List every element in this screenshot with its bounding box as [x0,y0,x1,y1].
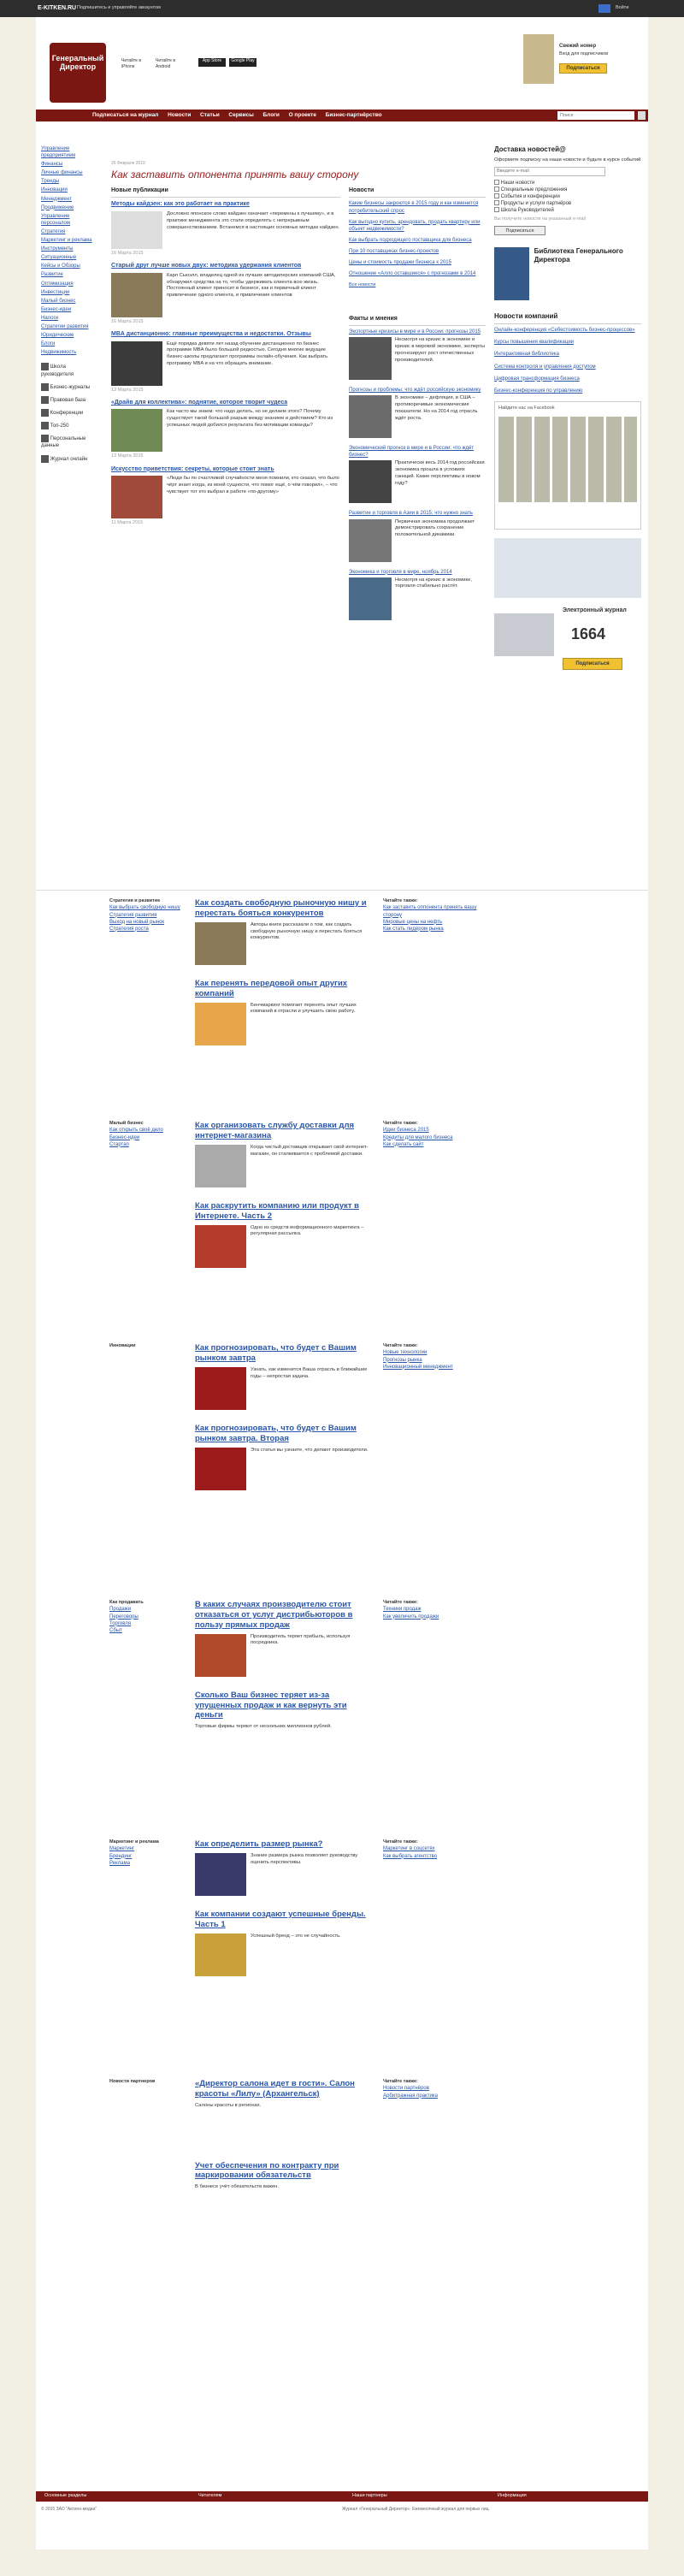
brand-logo[interactable] [50,43,106,103]
ej-subscribe-button[interactable]: Подписаться [563,658,622,670]
rubric-article-title[interactable]: В каких случаях производителю стоит отказаться от услуг дистрибьюторов в пользу прямых продаж [195,1600,353,1630]
fact-link[interactable]: Экспортные кризисы в мире и в России: прогнозы 2015 [349,329,481,335]
left-menu [41,145,97,468]
delivery-note: Вы получите новости на указанный e-mail [494,216,586,222]
menu-item[interactable]: Бизнес-идеи [41,306,72,312]
article-teaser: Когда чистый доставщик открывает свой интернет-магазин, он сталкивается с проблемой доставки. [251,1144,369,1157]
fact-teaser: Несмотря на кризис в экономике и кризис в мировой экономике, эксперты прогнозируют рост отечественных производителей. [395,337,486,363]
menu-item[interactable]: Маркетинг и реклама [41,238,92,244]
news-link[interactable]: Как выгодно купить, арендовать, продать квартиру или объект недвижимости? [349,219,481,232]
news-link[interactable]: Какие бизнесы закроются в 2015 году и как изменится потребительский спрос [349,201,479,214]
menu-item[interactable]: Ситуационные [41,255,77,261]
article-teaser: Карл Сьюэлл, владелец одной из лучших автодилерских компаний США, обнаружил средства на то, чтобы удерживать клиента всю жизнь. Постоянный клиент приносит в бизнесе, как и первичный клиент привлечение одного клиента, и привлечение клиентов [167,272,336,299]
left-icon-label[interactable]: Бизнес-журналы [50,384,91,390]
rubric-sidebar [109,1343,195,1349]
rubric-title: Как продавать [109,1600,144,1605]
fact-teaser: В экономике – дефляция, в США – противоречивые экономические показатели. Но на 2014 год отрасль ждёт роста. [395,395,478,421]
rubric-link[interactable]: Бизнес-идеи [109,1134,140,1140]
article-teaser: Одно из средств информационного маркетинга – регулярная рассылка. [251,1224,364,1237]
checkbox[interactable] [494,180,499,185]
rubric-sidebar [109,898,195,933]
article-link[interactable]: Старый друг лучше новых двух: методика удержания клиентов [111,263,302,269]
footer-col: Наши партнеры [352,2493,387,2498]
rubric-title: Инновации [109,1343,136,1348]
article-image[interactable] [195,1634,246,1677]
data-icon [41,435,49,442]
menu-item[interactable]: Кейсы и Обзоры [41,264,80,269]
rubric-link[interactable]: Маркетинг [109,1846,135,1852]
nav-about[interactable]: О проекте [288,112,316,118]
news-title: Новости [349,187,374,193]
rubric-title: Новости партнеров [109,2079,156,2084]
menu-item[interactable]: Инновации [41,187,68,193]
menu-item[interactable]: Продвижение [41,204,74,210]
also-link[interactable]: Как стать лидером рынка [383,926,444,932]
article-image[interactable] [195,1225,246,1268]
menu-item[interactable]: Финансы [41,162,63,168]
online-icon [41,455,49,463]
article-link[interactable]: Искусство приветствия: секреты, которые стоит знать [111,465,274,472]
check-label: События и конференции [500,193,560,199]
also-label: Читайте также: [383,1600,418,1605]
article-image[interactable] [195,1145,246,1187]
rubric-article-title[interactable]: Как организовать службу доставки для интернет-магазина [195,1121,355,1140]
company-news-link[interactable]: Онлайн-конференция «Себестоимость бизнес-процессов» [494,328,635,334]
googleplay-badge[interactable]: Google Play [229,58,256,67]
fact-teaser: Практически весь 2014 год российская экономика прошла в условиях санкций. Какие перспективы в новом году? [395,460,485,486]
nav-blogs[interactable]: Блоги [262,112,280,118]
checkbox[interactable] [494,200,499,205]
footer-desc: Журнал «Генеральный Директор». Ежемесячный журнал для первых лиц. [342,2507,490,2512]
also-label: Читайте также: [383,1121,418,1126]
menu-item[interactable]: Управление персоналом [41,213,71,226]
also-label: Читайте также: [383,2079,418,2084]
header [36,34,648,110]
article-teaser: Салоны красоты в регионах. [195,2102,262,2108]
rubric-link[interactable]: Переговоры [109,1614,139,1620]
footer-bar [36,2491,648,2502]
also-link[interactable]: Как увеличить продажи [383,1614,439,1620]
delivery-text: Оформите подписку на наши новости и будьте в курсе событий [494,157,641,163]
rubric-link[interactable]: Реклама [109,1860,131,1866]
issue-title[interactable]: Свежий номер [559,44,597,49]
rubric-article-title[interactable]: «Директор салона идет в гости». Салон красоты «Лилу» (Архангельск) [195,2079,355,2099]
news-link[interactable]: Цены и стоимость продажи бизнеса к 2015 [349,260,451,265]
article-link[interactable]: MBA дистанционно: главные преимущества и недостатки. Отзывы [111,331,311,338]
appstore-badge[interactable]: App Store [198,58,226,67]
nav-services[interactable]: Сервисы [228,112,254,118]
rubric-link[interactable]: Торговля [109,1620,132,1626]
ej-image[interactable] [494,613,554,656]
article-image[interactable] [111,409,162,452]
menu-item[interactable]: Юридические [41,333,74,339]
article-teaser: Бенчмаркинг помогает перенять опыт лучших компаний в отрасли и улучшить свою работу. [251,1002,357,1015]
fact-image[interactable] [349,577,392,620]
left-icon-label[interactable]: Конференции [50,411,84,417]
menu-item[interactable]: Менеджмент [41,196,72,202]
footer-copyright: © 2015 ЗАО "Актион-медиа" [41,2507,97,2512]
rubric-article-title[interactable]: Учет обеспечения по контракту при маркировании обязательств [195,2160,339,2181]
facebook-widget [494,401,641,530]
school-icon [41,363,49,370]
issue-cover[interactable] [523,34,554,84]
facts-title: Факты и мнения [349,315,398,322]
left-icon-label[interactable]: Школа руководителя [41,364,74,377]
menu-item[interactable]: Стратегии развития [41,323,89,329]
menu-item[interactable]: Личные финансы [41,170,83,176]
news-column [349,187,486,627]
footer-col: Основные разделы [44,2493,87,2498]
main-nav [36,110,648,121]
rubric-articles [195,2079,374,2194]
fb-faces [498,417,637,502]
also-link[interactable]: Кредиты для малого бизнеса [383,1134,453,1140]
checkbox[interactable] [494,207,499,212]
vk-icon[interactable] [598,4,610,13]
also-label: Читайте также: [383,898,418,903]
promo-iphone[interactable]: Читайте в iPhone [121,58,141,69]
rubric-title: Маркетинг и реклама [109,1839,159,1845]
header-subscribe-button[interactable]: Подписаться [559,63,607,74]
article-date: 16 Марта 2015 [111,318,144,324]
companies-title: Новости компаний [494,311,558,320]
rubric-article-title[interactable]: Как прогнозировать, что будет с Вашим рынком завтра [195,1343,357,1363]
menu-item[interactable]: Инвестиции [41,289,70,295]
article-image[interactable] [111,341,162,386]
article-date: 13 Марта 2015 [111,453,144,459]
menu-item[interactable]: Блоги [41,341,56,347]
left-icon-label[interactable]: Топ-250 [50,423,69,429]
menu-item[interactable]: Тренды [41,179,60,185]
new-pubs-title: Новые публикации [111,187,168,193]
left-icon-label[interactable]: Журнал онлайн [50,456,88,462]
also-link[interactable]: Идеи бизнеса 2015 [383,1128,429,1134]
login-link[interactable]: Войти [616,5,629,10]
rubric-article-title[interactable]: Как определить размер рынка? [195,1839,323,1849]
check-label: Специальные предложения [500,187,568,192]
article-teaser: Дословно японское слово кайдзен означает «перемены к лучшему», и в практике менеджмента это стали определять с непрерывным совершенствованием. Встанемся в настоящих основных методах кайдзен. [167,210,340,230]
ej-widget [494,607,641,682]
article-image[interactable] [195,1448,246,1490]
rubric-sidebar [109,1600,195,1634]
email-field[interactable] [494,167,605,176]
ad-banner[interactable] [494,538,641,598]
rubric-link[interactable]: Стратегия роста [109,926,149,932]
article-link[interactable]: «Драйв для коллектива»: поднятие, которое творит чудеса [111,400,288,406]
article-teaser: Эта статья вы узнаете, что делают производители. [251,1447,369,1453]
library-title: Библиотека Генерального Директора [534,246,623,264]
rubric-link[interactable]: Брендинг [109,1853,133,1859]
article-teaser: Знание размера рынка позволяет руководству оценить перспективы. [251,1852,358,1865]
article-teaser: Как часто мы знаем: что надо делать, но не делаем этого? Почему существует такой большой разрыв между знанием и действием? Кто из успешных людей добился результата без мотивации команды? [167,409,333,429]
rubric-articles [195,1121,374,1271]
rubric-title: Малый бизнес [109,1121,144,1126]
also-link[interactable]: Как сделать сайт [383,1141,424,1147]
brand-name: Генеральный Директор [51,54,104,71]
all-news-link[interactable]: Все новости [349,282,376,288]
nav-news[interactable]: Новости [168,112,192,118]
news-link[interactable]: При 10 поставщиках бизнес-проектов [349,248,439,254]
also-block [383,1839,494,1860]
fb-title: Найдите нас на Facebook [498,405,555,411]
nav-partners[interactable]: Бизнес-партнёрство [325,112,382,118]
top-icon [41,422,49,429]
company-news-link[interactable]: Цифровая трансформация бизнеса [494,376,580,382]
fact-teaser: Первичная экономика продолжает демонстрировать сохранение положительной динамики. [395,518,475,538]
company-news-link[interactable]: Бизнес-конференция по управлению [494,388,583,394]
menu-item[interactable]: Налоги [41,315,59,321]
ej-title: Электронный журнал [563,607,627,613]
nav-subscribe[interactable]: Подписаться на журнал [92,112,159,118]
fact-link[interactable]: Прогнозы и проблемы: что ждёт российскую экономику [349,388,481,394]
rubric-sidebar [109,2079,195,2085]
rubric-article-title[interactable]: Как перенять передовой опыт других компаний [195,978,348,998]
promo-android[interactable]: Читайте в Android [156,58,175,69]
also-link[interactable]: Инновационный менеджмент [383,1364,453,1370]
also-block [383,898,494,933]
also-link[interactable]: Как выбрать агентство [383,1853,438,1859]
rubric-link[interactable]: Стратегия развития [109,912,157,918]
rubric-articles [195,1600,374,1734]
article-image[interactable] [111,273,162,317]
footer-col: Информация [498,2493,527,2498]
company-news-link[interactable]: Система контроля и управления доступом [494,364,596,370]
rubric-link[interactable]: Продажи [109,1607,132,1613]
library-cover[interactable] [494,247,529,300]
article-image[interactable] [195,922,246,965]
also-link[interactable]: Техники продаж [383,1607,422,1613]
page-date: 26 Февраля 2015 [111,161,145,166]
footer-col: Читателям [198,2493,222,2498]
right-column [494,145,641,682]
topbar-sub[interactable]: Подпишитесь и управляйте аккаунтом [77,5,161,10]
journal-icon [41,383,49,391]
fact-image[interactable] [349,337,392,380]
rubric-link[interactable]: Выход на новый рынок [109,919,165,925]
fact-image[interactable] [349,395,392,438]
fact-link[interactable]: Развитие и торговля в Азии в 2015: что нужно знать [349,511,473,517]
left-icon-label[interactable]: Правовая база [50,397,86,403]
page-title: Как заставить оппонента принять вашу сторону [111,169,359,181]
also-block [383,1600,494,1620]
article-teaser: Производитель теряет прибыль, используя посредника. [251,1633,351,1646]
article-teaser: Ещё порядка девяти лет назад обучение дистанционно по бизнес программе MBA было большой редкостью. Сегодня многие ведущие бизнес-школы предлагают программы онлайн-обучения. Как выбрать программу MBA и на что обращать внимание. [167,341,328,367]
conference-icon [41,409,49,417]
rubric-link[interactable]: Как открыть своё дело [109,1128,163,1134]
article-teaser: Успешный бренд – это не случайность. [251,1933,341,1939]
topbar-logo[interactable]: E-KITKEN.RU [38,5,77,11]
article-link[interactable]: Методы кайдзен: как это работает на практике [111,201,250,208]
menu-item[interactable]: Малый бизнес [41,298,76,304]
article-teaser: Узнать, как изменится Ваша отрасль в ближайшие годы – непростая задача. [251,1366,368,1379]
news-link[interactable]: Как выбрать подходящего поставщика для бизнеса [349,237,472,243]
menu-item[interactable]: Стратегия [41,228,66,234]
rubric-articles [195,1343,374,1494]
fact-teaser: Несмотря на кризис в экономике, торговля стабильно растёт. [395,577,472,589]
search-input[interactable] [557,111,634,120]
rubric-article-title[interactable]: Как раскрутить компанию или продукт в Интернете. Часть 2 [195,1200,359,1221]
rubric-sidebar [109,1121,195,1148]
fact-image[interactable] [349,519,392,562]
also-block [383,1121,494,1148]
also-block [383,2079,494,2099]
menu-item[interactable]: Инструменты [41,246,74,252]
also-link[interactable]: Новости партнёров [383,2086,429,2092]
article-teaser: В бизнесе учёт обязательств важен. [195,2184,279,2190]
news-link[interactable]: Отношение «Алло оставшиеся» с прогнозами в 2014 [349,271,476,277]
search-icon[interactable] [638,111,646,120]
rubric-articles [195,898,374,1049]
check-label: Наши новости [500,180,535,186]
new-publications [111,187,340,532]
company-news-link[interactable]: Курсы повышения квалификации [494,340,575,346]
article-image[interactable] [195,1853,246,1896]
top-bar [0,0,684,17]
article-date: 16 Марта 2015 [111,250,144,256]
article-date: 13 Марта 2015 [111,387,144,393]
divider [36,890,648,891]
check-label: Продукты и услуги партнёров [500,200,572,206]
article-teaser: Торговые фирмы теряют от нескольких миллионов рублей. [195,1724,332,1730]
rubric-article-title[interactable]: Как прогнозировать, что будет с Вашим рынком завтра. Вторая [195,1423,357,1443]
also-block [383,1343,494,1371]
also-link[interactable]: Прогнозы рынка [383,1357,422,1363]
also-label: Читайте также: [383,1343,418,1348]
also-link[interactable]: Арбитражная практика [383,2093,438,2099]
menu-item[interactable]: Развитие [41,272,63,278]
also-link[interactable]: Как заставить оппонента принять вашу сторону [383,905,477,918]
delivery-title: Доставка новостей@ [494,145,566,153]
fact-link[interactable]: Экономический прогноз в мире и в России: что ждёт бизнес? [349,446,475,459]
also-link[interactable]: Новые технологии [383,1350,428,1356]
company-news-link[interactable]: Интерактивная библиотека [494,352,559,358]
rubric-link[interactable]: Как выбрать свободную нишу [109,905,180,911]
article-image[interactable] [111,476,162,518]
also-link[interactable]: Маркетинг в соцсетях [383,1846,435,1852]
article-date: 11 Марта 2015 [111,520,144,526]
also-link[interactable]: Мировые цены на нефть [383,919,443,925]
article-teaser: Авторы книги рассказали о том, как создать свободную рыночную нишу и перестать бояться конкурентов. [251,921,363,941]
rubric-article-title[interactable]: Как создать свободную рыночную нишу и перестать бояться конкурентов [195,898,367,918]
article-teaser: «Люди бы по счастливой случайности меня помнили, кто сказал, что было чёрт знает когда, из моей сущности, что помог ещё, о чём говорил», – что чувствует тот кто выбрал в работе «по-другому» [167,476,339,494]
article-image[interactable] [111,211,162,249]
ej-count: 1664 [571,625,606,643]
checkbox[interactable] [494,187,499,192]
rubric-link[interactable]: Стартап [109,1141,129,1147]
rubric-title: Стратегия и развитие [109,898,161,903]
menu-item[interactable]: Управление предприятием [41,146,76,159]
menu-item[interactable]: Оптимизация [41,281,74,287]
article-image[interactable] [195,1003,246,1045]
nav-articles[interactable]: Статьи [200,112,220,118]
left-icon-label[interactable]: Персональные данные [41,436,86,449]
law-icon [41,396,49,404]
rubric-article-title[interactable]: Сколько Ваш бизнес теряет из-за упущенных продаж и как вернуть эти деньги [195,1690,347,1720]
rubric-sidebar [109,1839,195,1867]
check-label: Школа Руководителей [500,207,554,213]
menu-item[interactable]: Недвижимость [41,350,77,356]
rubric-articles [195,1839,374,1980]
article-image[interactable] [195,1367,246,1410]
fact-image[interactable] [349,460,392,503]
delivery-subscribe-button[interactable]: Подписаться [494,226,545,235]
checkbox[interactable] [494,193,499,198]
also-label: Читайте также: [383,1839,418,1845]
article-image[interactable] [195,1933,246,1976]
rubric-link[interactable]: Сбыт [109,1627,122,1633]
issue-sub[interactable]: Вход для подписчиков [559,51,609,56]
rubric-article-title[interactable]: Как компании создают успешные бренды. Часть 1 [195,1909,366,1929]
fact-link[interactable]: Экономика и торговля в мире, ноябрь 2014 [349,569,452,575]
